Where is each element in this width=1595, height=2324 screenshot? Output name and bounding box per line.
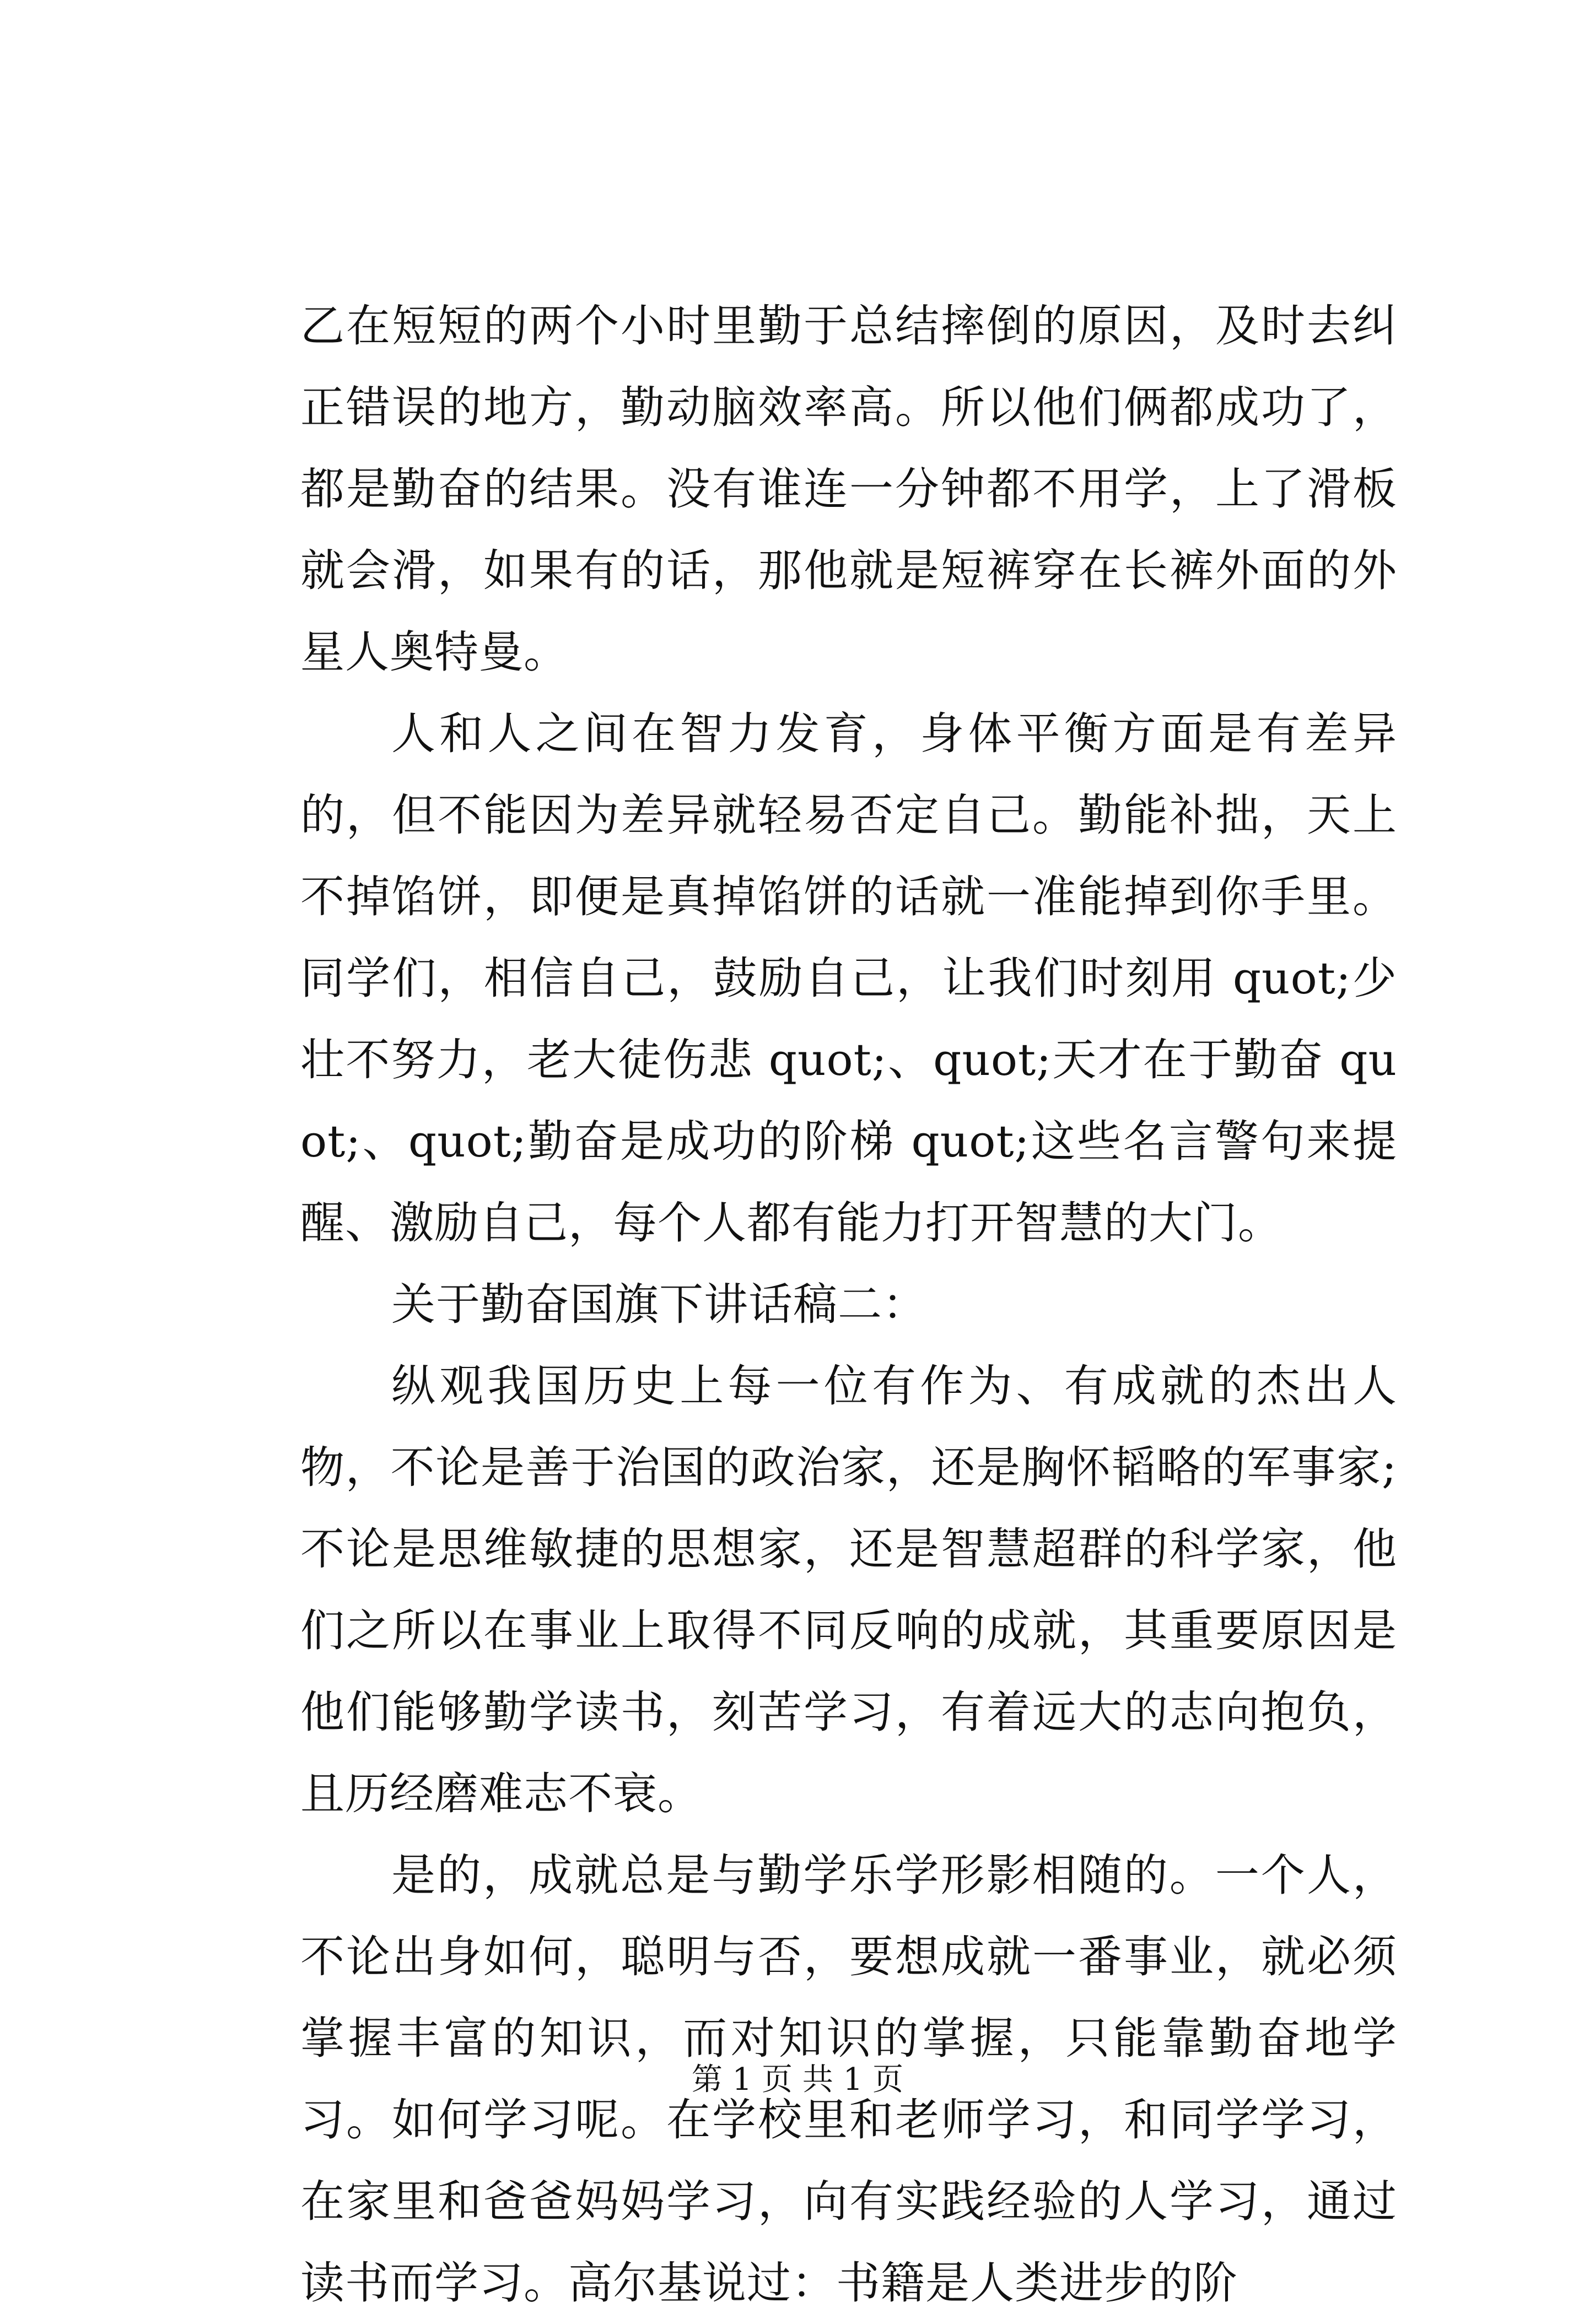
document-body xyxy=(300,285,1397,2324)
section-heading: 关于勤奋国旗下讲话稿二： xyxy=(391,1279,927,1330)
paragraph-3: 纵观我国历史上每一位有作为、有成就的杰出人物，不论是善于治国的政治家，还是胸怀韬略的军事家;不论是思维敏捷的思想家，还是智慧超群的科学家，他们之所以在事业上取得不同反响的成就，其重要原因是他们能够勤学读书，刻苦学习，有着远大的志向抱负，且历经磨难志不衰。 xyxy=(300,1360,1397,1819)
paragraph-2: 人和人之间在智力发育，身体平衡方面是有差异的，但不能因为差异就轻易否定自己。勤能补拙，天上不掉馅饼，即便是真掉馅饼的话就一准能掉到你手里。同学们，相信自己，鼓励自己，让我们时刻用 quot;少壮不努力，老大徒伤悲 quot;、quot;天才在于勤奋 quot;、quot;勤奋是成功的阶梯 quot;这些名言警句来提醒、激励自己，每个人都有能力打开智慧的大门。 xyxy=(300,708,1397,1249)
paragraph-4: 是的，成就总是与勤学乐学形影相随的。一个人，不论出身如何，聪明与否，要想成就一番事业，就必须掌握丰富的知识，而对知识的掌握，只能靠勤奋地学习。如何学习呢。在学校里和老师学习，和同学学习，在家里和爸爸妈妈学习，向有实践经验的人学习，通过读书而学习。高尔基说过：书籍是人类进步的阶 xyxy=(300,1850,1397,2309)
page-footer: 第 1 页 共 1 页 xyxy=(691,2062,904,2098)
paragraph-1: 乙在短短的两个小时里勤于总结摔倒的原因，及时去纠正错误的地方，勤动脑效率高。所以他们俩都成功了，都是勤奋的结果。没有谁连一分钟都不用学，上了滑板就会滑，如果有的话，那他就是短裤穿在长裤外面的外星人奥特曼。 xyxy=(300,300,1397,678)
